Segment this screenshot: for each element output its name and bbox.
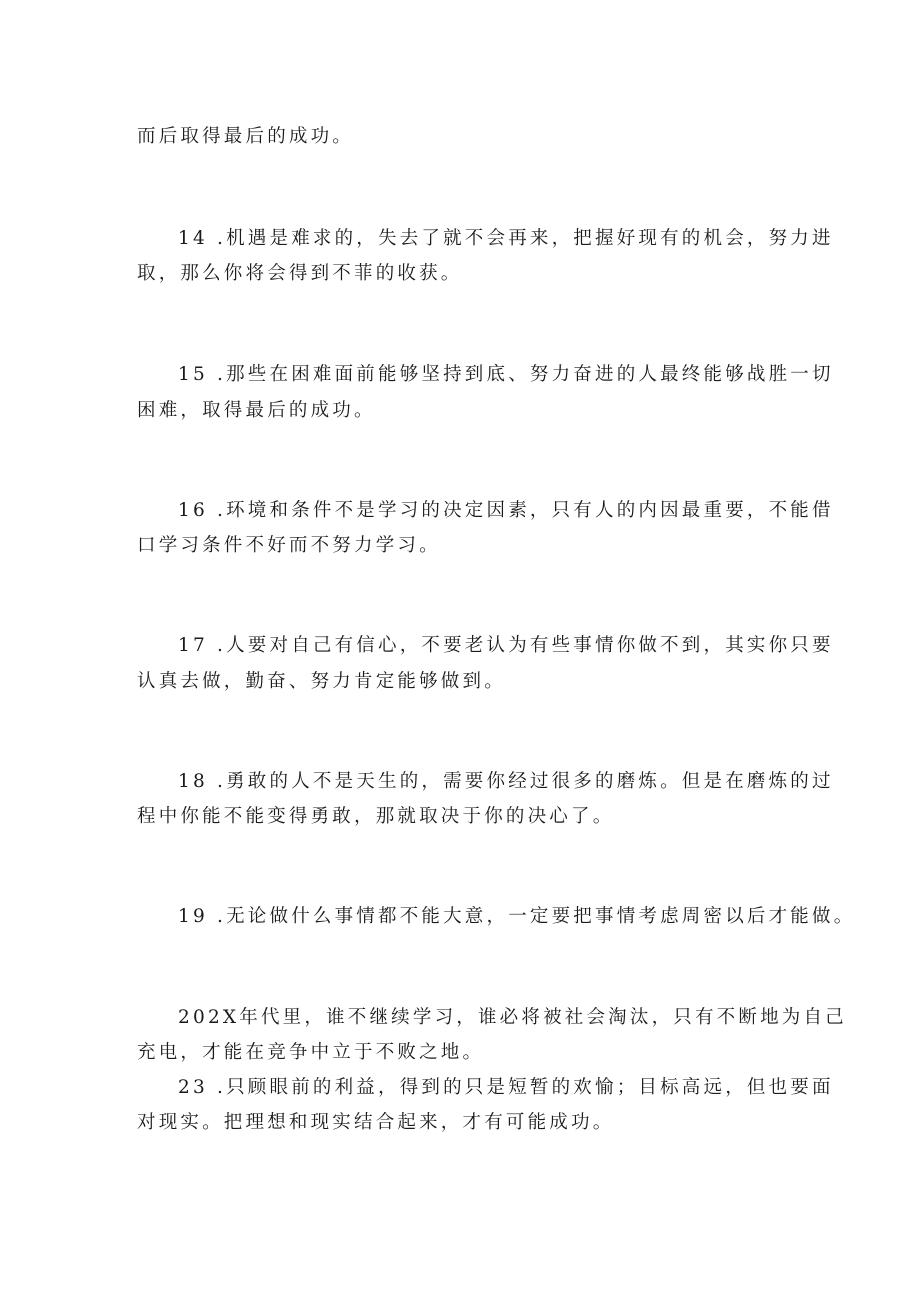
list-item-18-line-1: 18 .勇敢的人不是天生的，需要你经过很多的磨炼。但是在磨炼的过 [178, 771, 834, 792]
list-item-18-line-2: 程中你能不能变得勇敢，那就取决于你的决心了。 [137, 806, 615, 827]
text-line: 而后取得最后的成功。 [137, 126, 355, 147]
paragraph-line-1: 202X年代里，谁不继续学习，谁必将被社会淘汰，只有不断地为自己 [178, 1007, 847, 1028]
list-item-17-line-2: 认真去做，勤奋、努力肯定能够做到。 [137, 671, 506, 692]
paragraph-line-2: 充电，才能在竞争中立于不败之地。 [137, 1042, 485, 1063]
list-item-14-line-1: 14 .机遇是难求的，失去了就不会再来，把握好现有的机会，努力进 [178, 228, 834, 249]
list-item-23-line-2: 对现实。把理想和现实结合起来，才有可能成功。 [137, 1112, 615, 1133]
list-item-15-line-1: 15 .那些在困难面前能够坚持到底、努力奋进的人最终能够战胜一切 [178, 364, 834, 385]
list-item-17-line-1: 17 .人要对自己有信心，不要老认为有些事情你做不到，其实你只要 [178, 635, 834, 656]
list-item-23-line-1: 23 .只顾眼前的利益，得到的只是短暂的欢愉；目标高远，但也要面 [178, 1077, 834, 1098]
list-item-19-line-1: 19 .无论做什么事情都不能大意，一定要把事情考虑周密以后才能做。 [178, 906, 856, 927]
list-item-16-line-1: 16 .环境和条件不是学习的决定因素，只有人的内因最重要，不能借 [178, 500, 834, 521]
list-item-15-line-2: 困难，取得最后的成功。 [137, 400, 376, 421]
list-item-14-line-2: 取，那么你将会得到不菲的收获。 [137, 263, 463, 284]
list-item-16-line-2: 口学习条件不好而不努力学习。 [137, 535, 441, 556]
